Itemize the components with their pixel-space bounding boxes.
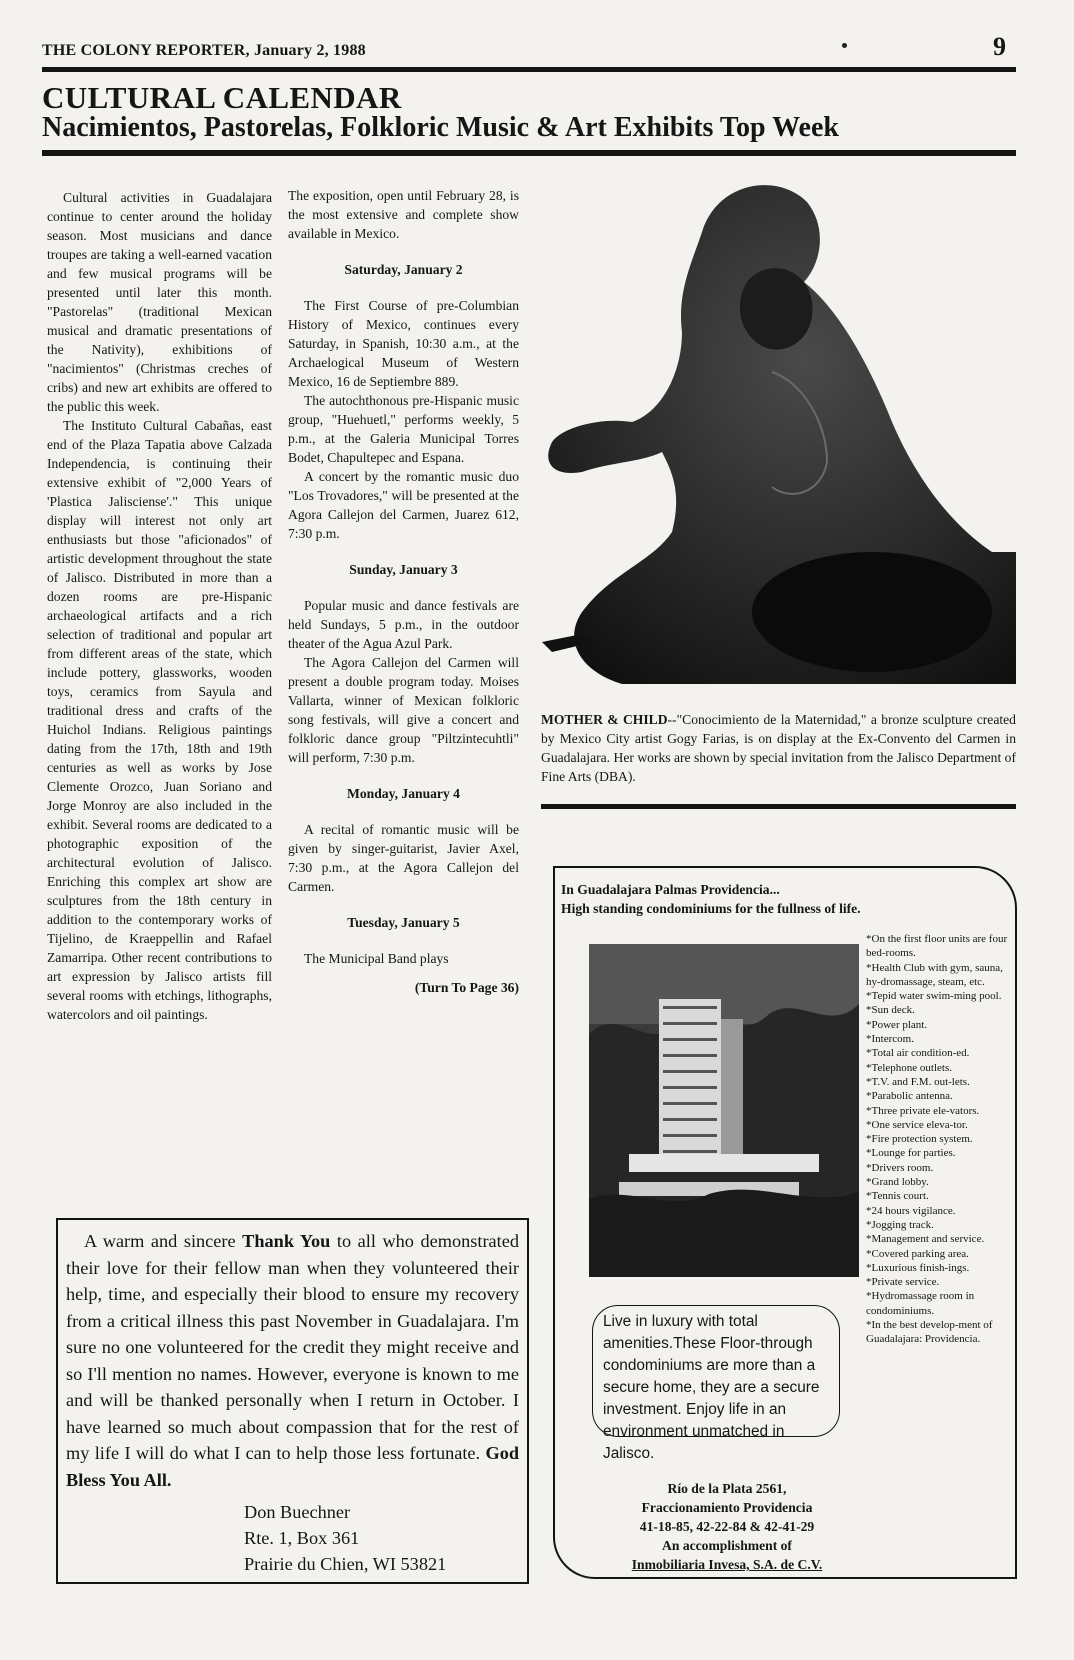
- photo-caption: [541, 710, 1016, 786]
- signer-address-line-2: Prairie du Chien, WI 53821: [244, 1554, 447, 1574]
- ad-address-block: [589, 1479, 865, 1574]
- article-paragraph: The exposition, open until February 28, is the most extensive and complete show available in Mexico.: [288, 188, 519, 241]
- thank-you-lead: A warm and sincere: [84, 1231, 243, 1251]
- condominium-advertisement: [553, 866, 1017, 1579]
- feature-item: *24 hours vigilance.: [866, 1204, 956, 1217]
- caption-rule: [541, 804, 1016, 809]
- feature-item: *Parabolic antenna.: [866, 1090, 953, 1103]
- feature-item: *Power plant.: [866, 1018, 928, 1031]
- feature-item: *Luxurious finish-ings.: [866, 1261, 970, 1274]
- feature-item: *Covered parking area.: [866, 1247, 969, 1260]
- signature-block: [244, 1499, 519, 1577]
- article-paragraph: A concert by the romantic music duo "Los Trovadores," will be presented at the Agora Callejon del Carmen, Juarez 612, 7:30 p.m.: [288, 469, 519, 541]
- signer-name: Don Buechner: [244, 1502, 351, 1522]
- ad-street: Río de la Plata 2561,: [667, 1481, 787, 1496]
- date-subhead: Monday, January 4: [347, 786, 460, 801]
- article-paragraph: A recital of romantic music will be given by singer-guitarist, Javier Axel, 7:30 p.m., at the Agora Callejon del Carmen.: [288, 822, 519, 894]
- article-paragraph: Popular music and dance festivals are held Sundays, 5 p.m., in the outdoor theater of the Agua Azul Park.: [288, 598, 519, 651]
- section-title: CULTURAL CALENDAR: [42, 80, 402, 115]
- date-subhead: Saturday, January 2: [344, 262, 463, 277]
- feature-item: *Drivers room.: [866, 1161, 934, 1174]
- condominium-building-image: [589, 944, 859, 1277]
- article-column-2: [288, 186, 519, 997]
- masthead-rule: [42, 67, 1016, 72]
- headline: Nacimientos, Pastorelas, Folkloric Music & Art Exhibits Top Week: [42, 112, 839, 143]
- feature-item: *Management and service.: [866, 1233, 985, 1246]
- feature-item: *Intercom.: [866, 1033, 914, 1046]
- feature-item: *In the best develop-ment of Guadalajara: Providencia.: [866, 1319, 993, 1346]
- feature-item: *One service eleva-tor.: [866, 1118, 968, 1131]
- feature-item: *On the first floor units are four bed-rooms.: [866, 933, 1008, 960]
- page-number: 9: [993, 32, 1006, 61]
- feature-item: *Tennis court.: [866, 1190, 929, 1203]
- article-paragraph: The First Course of pre-Columbian History of Mexico, continues every Saturday, in Spanish, 10:30 a.m., at the Archaelogical Museum of Western Mexico, 16 de Septiembre 889.: [288, 298, 519, 389]
- masthead-title: THE COLONY REPORTER, January 2, 1988: [42, 42, 366, 59]
- thank-you-body: to all who demonstrated their love for their fellow man when they volunteered their help, time, and especially their blood to ensure my recovery from a critical illness this past November in Guadalajara. I'm sure no one volunteered for the credit they might receive and so I'll mention no names. However, everyone is known to me and will be thanked personally when I return in October. I have learned so much about compassion that for the rest of my life I will do what I can to help those less fortunate.: [66, 1231, 519, 1463]
- feature-item: *Three private ele-vators.: [866, 1104, 980, 1117]
- ad-headline-line-1: In Guadalajara Palmas Providencia...: [561, 882, 780, 897]
- feature-item: *Fire protection system.: [866, 1133, 973, 1146]
- thank-you-closing: God Bless You All.: [66, 1443, 519, 1490]
- ad-credit-line-2: Inmobiliaria Invesa, S.A. de C.V.: [631, 1557, 823, 1572]
- date-subhead: Sunday, January 3: [349, 562, 458, 577]
- masthead-dot: [842, 43, 847, 48]
- feature-item: *Hydromassage room in condominiums.: [866, 1290, 975, 1317]
- caption-lead: MOTHER & CHILD: [541, 712, 668, 727]
- date-subhead: Tuesday, January 5: [347, 915, 460, 930]
- feature-item: *Lounge for parties.: [866, 1147, 956, 1160]
- thank-you-text: [66, 1228, 519, 1493]
- feature-item: *Tepid water swim-ming pool.: [866, 990, 1002, 1003]
- ad-headline-line-2: High standing condominiums for the fullness of life.: [561, 901, 861, 916]
- thank-you-notice: [56, 1218, 529, 1584]
- sculpture-photo: [542, 172, 1016, 684]
- article-paragraph: The Instituto Cultural Cabañas, east end of the Plaza Tapatia above Calzada Independencia, is continuing their extensive exhibit of "2,000 Years of 'Plastica Jalisciense'." This unique display will interest not only art enthusiasts but those "aficionados" of artistic development throughout the state of Jalisco. Distributed in more than a dozen rooms are pre-Hispanic archaeological artifacts and a rich selection of traditional and popular art from different areas of the state, which include pottery, glassworks, wooden toys, ceramics from Sayula and traditional dress and crafts of the Huichol Indians. Religious paintings dating from the 17th, 18th and 19th centuries as well as works by Jose Clemente Orozco, Juan Soriano and Jorge Monroy are also included in the exhibit. Several rooms are dedicated to a photographic exposition of the architectural evolution of Jalisco. Enriching this complex art show are sculptures from the 18th century in addition to the contemporary works of Tijelino, de Kraeppellin and Rafael Zamarripa. Other recent contributions to art expression by Jalisco artists fill several rooms with etchings, lithographs, watercolors and oil paintings.: [47, 418, 272, 1022]
- article-paragraph: The Agora Callejon del Carmen will present a double program today. Moises Vallarta, winner of Mexican folkloric song festivals, will give a concert and folkloric dance group "Piltzintecuhtli" will perform, 7:30 p.m.: [288, 655, 519, 765]
- ad-neighborhood: Fraccionamiento Providencia: [641, 1500, 813, 1515]
- feature-item: *Health Club with gym, sauna, hy-dromassage, steam, etc.: [866, 961, 1003, 988]
- feature-list: [866, 932, 1014, 1347]
- feature-item: *Private service.: [866, 1276, 940, 1289]
- article-column-1: [47, 188, 272, 1024]
- jump-line: (Turn To Page 36): [414, 980, 519, 995]
- caption-text: --"Conocimiento de la Maternidad," a bronze sculpture created by Mexico City artist Gogy Farias, is on display at the Ex-Convento del Carmen in Guadalajara. Her works are shown by special invitation from the Jalisco Department of Fine Arts (DBA).: [541, 712, 1016, 784]
- ad-headline: [561, 880, 861, 918]
- headline-rule: [42, 150, 1016, 156]
- feature-item: *T.V. and F.M. out-lets.: [866, 1075, 970, 1088]
- article-paragraph: The autochthonous pre-Hispanic music group, "Huehuetl," performs weekly, 5 p.m., at the Galeria Municipal Torres Bodet, Chapultepec and Espana.: [288, 393, 519, 465]
- article-paragraph: Cultural activities in Guadalajara continue to center around the holiday season. Most musicians and dance troupes are taking a well-earned vacation and few musical programs will be presented until later this month. "Pastorelas" (traditional Mexican musical and dramatic presentations of the Nativity), exhibitions of "nacimientos" (Christmas creches of cribs) and new art exhibits are offered to the public this week.: [47, 190, 272, 414]
- mother-child-sculpture-image: [542, 172, 1016, 684]
- feature-item: *Jogging track.: [866, 1218, 934, 1231]
- signer-address-line-1: Rte. 1, Box 361: [244, 1528, 360, 1548]
- ad-phones: 41-18-85, 42-22-84 & 42-41-29: [639, 1519, 815, 1534]
- feature-item: *Telephone outlets.: [866, 1061, 952, 1074]
- feature-item: *Sun deck.: [866, 1004, 915, 1017]
- thank-you-bold: Thank You: [242, 1231, 331, 1251]
- feature-item: *Total air condition-ed.: [866, 1047, 970, 1060]
- feature-item: *Grand lobby.: [866, 1176, 929, 1189]
- ad-callout-bubble: Live in luxury with total amenities.These Floor-through condominiums are more than a secure home, they are a secure investment. Enjoy life in an environment unmatched in Jalisco.: [592, 1305, 840, 1437]
- building-photo: [589, 944, 859, 1277]
- article-paragraph: The Municipal Band plays: [304, 951, 449, 966]
- ad-credit-line-1: An accomplishment of: [662, 1538, 792, 1553]
